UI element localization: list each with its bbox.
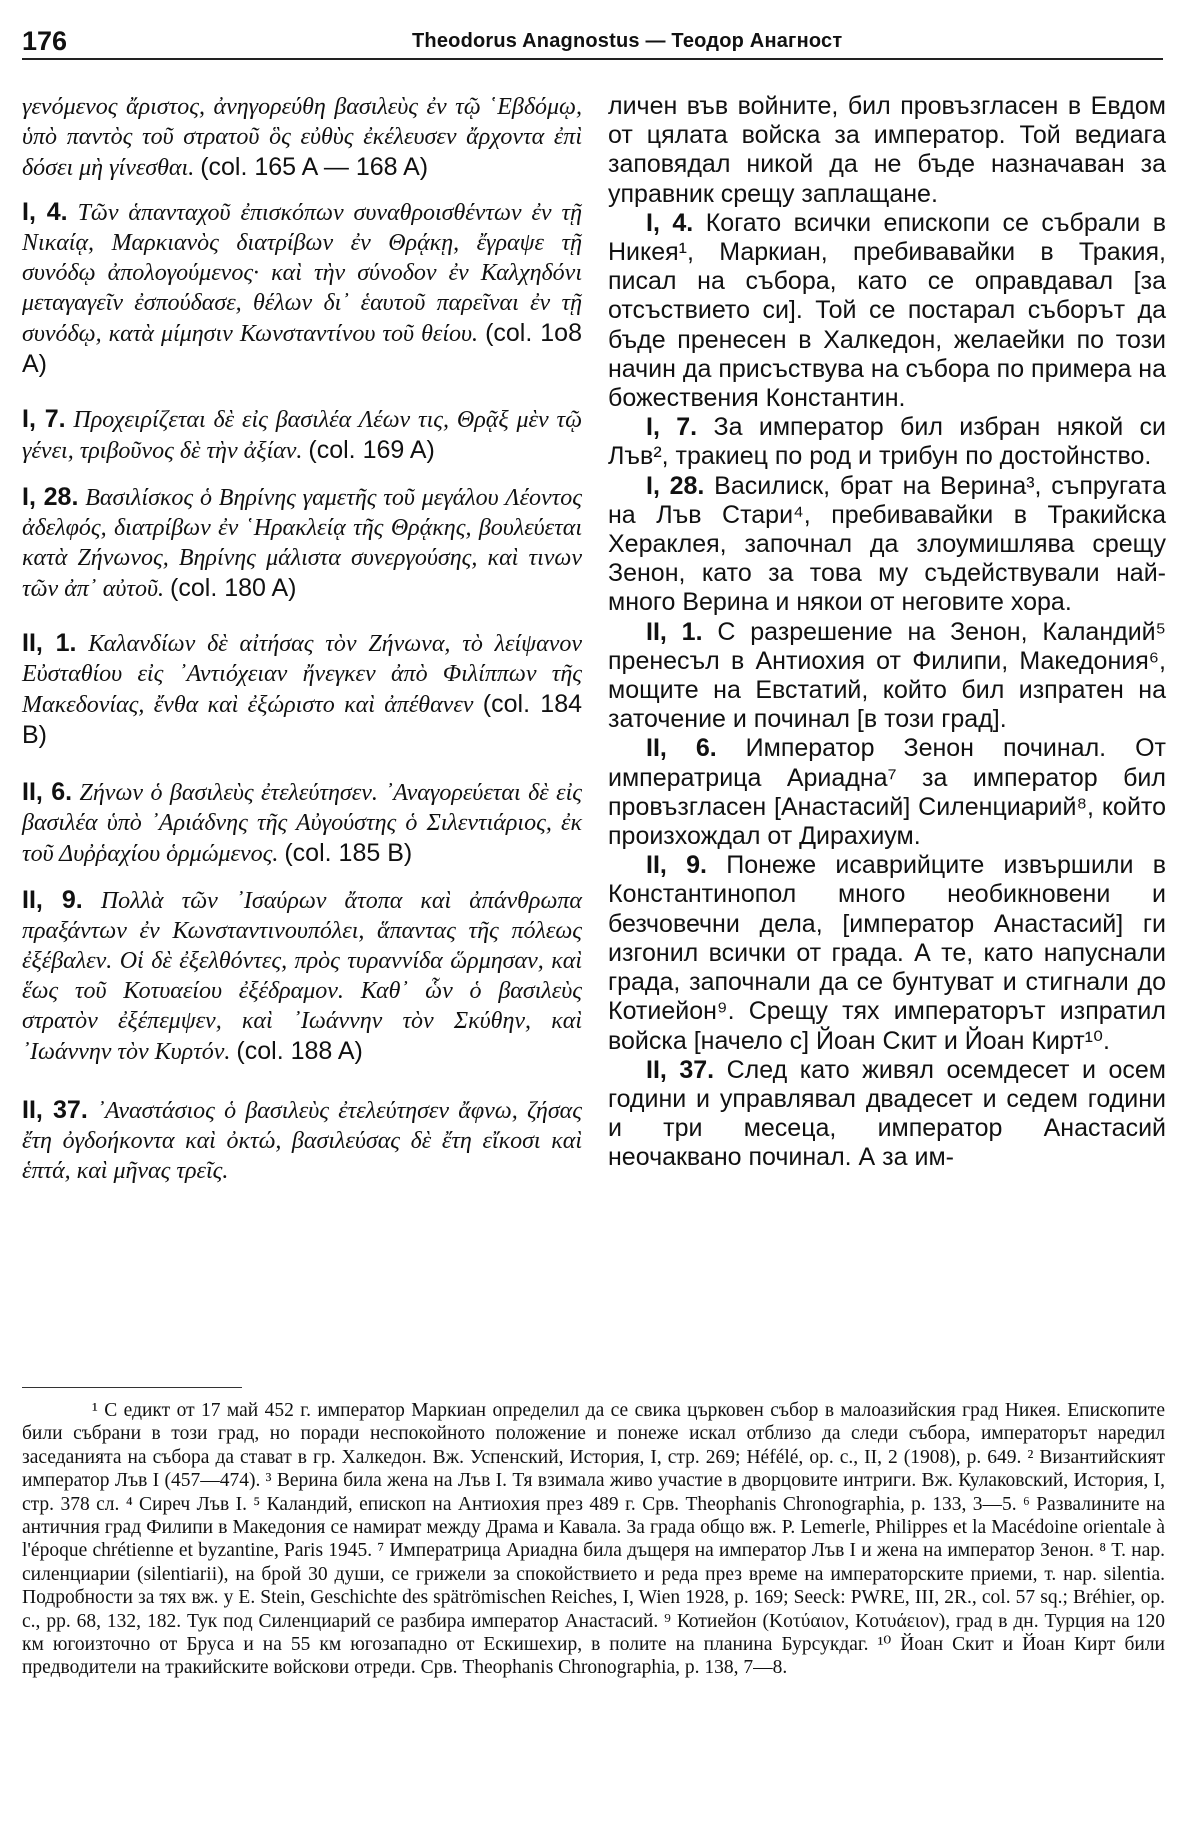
- passage-locator: I, 28.: [22, 483, 79, 511]
- footnote-text: ¹ С едикт от 17 май 452 г. император Маркиан определил да се свика църковен събор в малоазийския град Никея. Епископите били събрани в този град, но поради неспокойното положение и понеже искал отблизо да следи събора, императорът наредил заседанията на събора да стават в гр. Халкедон. Вж. Успенский, История, I, стр. 269; Héfélé, op. c., II, 2 (1908), p. 649. ² Византийският император Лъв I (457—474). ³ Верина била жена на Лъв I. Тя взимала живо участие в дворцовите интриги. Вж. Кулаковский, История, I, стр. 378 сл. ⁴ Сиреч Лъв I. ⁵ Каландий, епископ на Антиохия през 489 г. Срв. Theophanis Chronographia, p. 133, 3—5. ⁶ Развалините на античния град Филипи в Македония се намират между Драма и Кавала. За града общо вж. P. Lemerle, Philippes et la Macédoine orientale à l'époque chrétienne et byzantine, Paris 1945. ⁷ Императрица Ариадна била дъщеря на император Лъв I и жена на император Зенон. ⁸ Т. нар. силенциарии (silentiarii), на брой 30 души, се грижели за спокойствието и реда през време на императорските приеми, т. нар. silentia. Подробности за тях вж. у E. Stein, Geschichte des spätrömischen Reiches, I, Wien 1928, p. 169; Seeck: PWRE, III, 2R., col. 57 sq.; Bréhier, op. c., pp. 68, 132, 182. Тук под Силенциарий се разбира император Анастасий. ⁹ Котиейон (Κοτύαιον, Κοτυάειον), град в дн. Турция на 120 км югоизточно от Бруса и на 55 км югозападно от Ескишехир, в полите на планина Бурсукдаг. ¹⁰ Йоан Скит и Йоан Кирт били предводители на тракийските войскови отреди. Срв. Theophanis Chronographia, p. 138, 7—8.: [22, 1400, 1165, 1679]
- greek-passage: II, 9. Πολλὰ τῶν ᾿Ισαύρων ἄτοπα καὶ ἀπάνθρωπα πραξάντων ἐν Κωνσταντινουπόλει, ἅπαντας τῆς πόλεως ἐξέβαλεν. Οἱ δὲ ἐξελθόντες, πρὸς τυραννίδα ὥρμησαν, καὶ ἕως τοῦ Κοτυαείου ἐξέδραμον. Καθ᾿ ὧν ὁ βασιλεὺς στρατὸν ἐξέπεμψεν, καὶ ᾿Ιωάννην τὸν Σκύθην, καὶ ᾿Ιωάννην τὸν Κυρτόν. (col. 188 A): [22, 886, 583, 1065]
- page-number: 176: [22, 26, 68, 56]
- translation-paragraph: личен във войните, бил провъзгласен в Евдом от цялата войска за император. Той ведиага заповядал никой да не бъде назначаван за управник срещу заплащане.: [608, 92, 1166, 208]
- column-reference: (col. 184 B): [22, 690, 583, 749]
- translation-paragraph: II, 9. Понеже исаврийците извършили в Константинопол много необикновени и безчовечни дела, [император Анастасий] ги изгонил всички от града. А те, като напуснали града, започнали да се бунтуват и стигнали до Котиейон⁹. Срещу тях императорът изпратил войска [начело с] Йоан Скит и Йоан Кирт¹⁰.: [608, 851, 1167, 1055]
- translation-paragraph: I, 4. Когато всички епископи се събрали в Никея¹, Маркиан, пребивавайки в Тракия, писал на събора, като се оправдавал [за отсъствието си]. Той се постарал съборът да бъде пренесен в Халкедон, желаейки по този начин да присъствува на събора по примера на божествения Константин.: [608, 208, 1167, 413]
- passage-locator: I, 4.: [646, 208, 694, 237]
- page-header: [22, 26, 1163, 60]
- passage-locator: I, 7.: [646, 413, 698, 442]
- passage-locator: I, 28.: [646, 471, 705, 500]
- translation-paragraph: II, 6. Император Зенон починал. От императрица Ариадна⁷ за император бил провъзгласен [Анастасий] Силенциарий⁸, който произхождал от Дирахиум.: [608, 734, 1166, 851]
- passage-locator: II, 6.: [646, 734, 717, 763]
- greek-passage: γενόμενος ἄριστος, ἀνηγορεύθη βασιλεὺς ἐν τῷ ῾Εβδόμῳ, ὑπὸ παντὸς τοῦ στρατοῦ ὃς εὐθὺς ἐκέλευσεν ἄρχοντα ἐπὶ δόσει μὴ γίνεσθαι. (col. 165 A — 168 A): [22, 94, 582, 181]
- translation-paragraph: II, 37. След като живял осемдесет и осем години и управлявал двадесет и седем години и три месеца, император Анастасий неочаквано починал. А за им-: [608, 1055, 1166, 1172]
- column-reference: (col. 165 A — 168 A): [200, 153, 429, 181]
- footnote-rule: [22, 1387, 242, 1388]
- greek-column: [22, 92, 582, 1202]
- running-title: Theodorus Anagnostus — Теодор Анагност: [412, 30, 843, 52]
- column-reference: (col. 1o8 A): [22, 319, 582, 378]
- passage-locator: II, 1.: [646, 617, 703, 646]
- passage-locator: I, 4.: [22, 198, 68, 226]
- bulgarian-column: [608, 92, 1166, 1173]
- footnotes: [22, 1399, 1165, 1680]
- passage-locator: II, 37.: [22, 1096, 88, 1124]
- passage-locator: II, 1.: [22, 629, 77, 657]
- passage-locator: II, 9.: [646, 851, 707, 880]
- greek-passage: I, 7. Προχειρίζεται δὲ εἰς βασιλέα Λέων τις, Θρᾷξ μὲν τῷ γένει, τριβοῦνος δὲ τὴν ἀξίαν. (col. 169 A): [22, 405, 583, 464]
- passage-locator: II, 6.: [22, 778, 73, 806]
- translation-paragraph: I, 7. За император бил избран някой си Лъв², тракиец по род и трибун по достойнство.: [608, 413, 1166, 471]
- header-rule: [22, 58, 1163, 60]
- translation-paragraph: II, 1. С разрешение на Зенон, Каландий⁵ пренесъл в Антиохия от Филипи, Македония⁶, мощите на Евстатий, който бил изпратен на заточение и починал [в този град].: [608, 617, 1167, 734]
- column-reference: (col. 185 B): [284, 839, 413, 867]
- greek-passage: II, 6. Ζήνων ὁ βασιλεὺς ἐτελεύτησεν. ᾿Αναγορεύεται δὲ εἰς βασιλέα ὑπὸ ᾿Αριάδνης τῆς Αὐγούστης ὁ Σιλεντιάριος, ἐκ τοῦ Δυῤῥαχίου ὁρμώμενος. (col. 185 B): [22, 778, 582, 867]
- column-reference: (col. 188 A): [236, 1037, 363, 1065]
- translation-paragraph: I, 28. Василиск, брат на Верина³, съпругата на Лъв Стари⁴, пребивавайки в Тракийска Хераклея, започнал да злоумишлява срещу Зенон, като за това му съдействували най-много Верина и някои от неговите хора.: [608, 471, 1167, 617]
- passage-locator: II, 37.: [646, 1055, 715, 1084]
- column-reference: (col. 169 A): [308, 436, 435, 464]
- greek-passage: I, 28. Βασιλίσκος ὁ Βηρίνης γαμετῆς τοῦ μεγάλου Λέοντος ἀδελφός, διατρίβων ἐν ῾Ηρακλείᾳ τῆς Θρᾴκης, βουλεύεται κατὰ Ζήνωνος, Βηρίνης μάλιστα συνεργούσης, καὶ τινων τῶν ἀπ᾿ αὐτοῦ. (col. 180 A): [22, 483, 583, 602]
- greek-passage: II, 1. Καλανδίων δὲ αἰτήσας τὸν Ζήνωνα, τὸ λείψανον Εὐσταθίου εἰς ᾿Αντιόχειαν ἤνεγκεν ἀπὸ Φιλίππων τῆς Μακεδονίας, ἔνθα καὶ ἐξώριστο καὶ ἀπέθανεν (col. 184 B): [22, 629, 583, 749]
- passage-locator: I, 7.: [22, 405, 66, 433]
- column-reference: (col. 180 A): [170, 574, 297, 602]
- greek-passage: II, 37. ᾿Αναστάσιος ὁ βασιλεὺς ἐτελεύτησεν ἄφνω, ζήσας ἔτη ὀγδοήκοντα καὶ ὀκτώ, βασιλεύσας δὲ ἔτη εἴκοσι καὶ ἑπτά, καὶ μῆνας τρεῖς.: [22, 1096, 582, 1184]
- passage-locator: II, 9.: [22, 886, 83, 914]
- greek-passage: I, 4. Τῶν ἁπανταχοῦ ἐπισκόπων συναθροισθέντων ἐν τῇ Νικαίᾳ, Μαρκιανὸς διατρίβων ἐν Θρᾴκῃ, ἔγραψε τῇ συνόδῳ ἀπολογούμενος· καὶ τὴν σύνοδον ἐν Καλχηδόνι μεταγαγεῖν ἐσπούδασε, θέλων δι᾿ ἑαυτοῦ παρεῖναι ἐν τῇ συνόδῳ, κατὰ μίμησιν Κωνσταντίνου τοῦ θείου. (col. 1o8 A): [22, 198, 583, 378]
